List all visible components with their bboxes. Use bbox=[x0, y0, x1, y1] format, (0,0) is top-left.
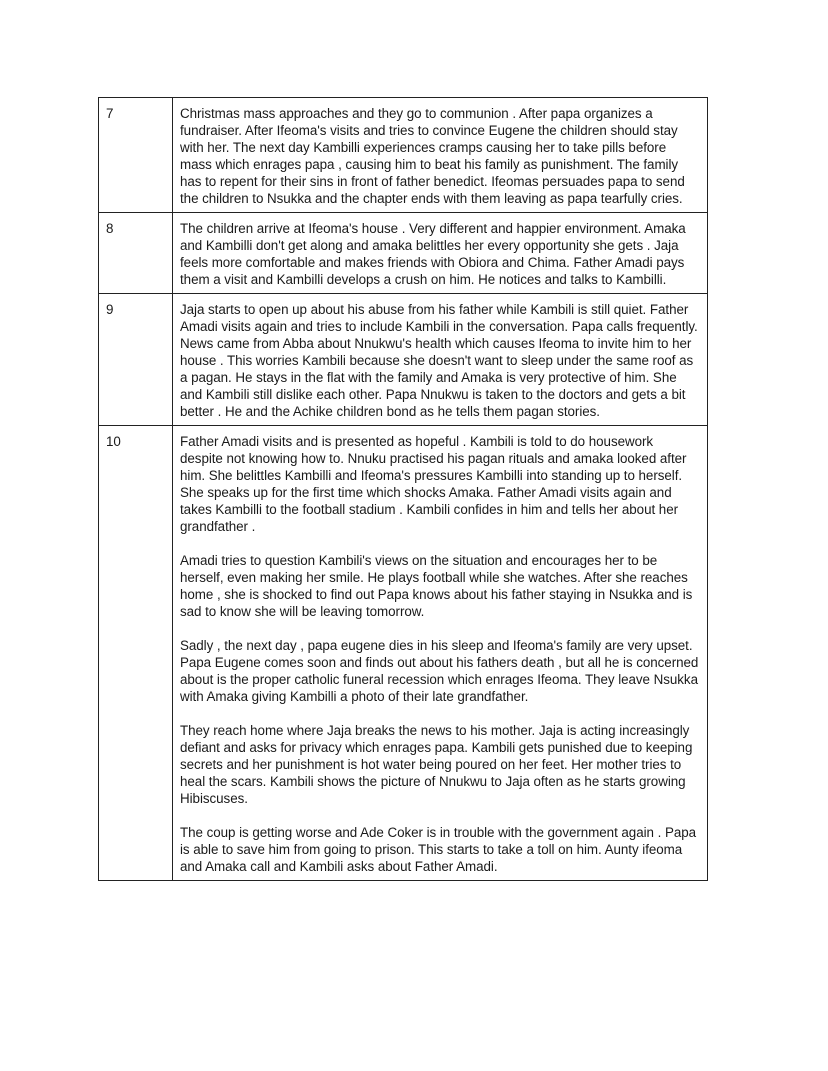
table-row bbox=[99, 426, 708, 881]
chapter-summary-cell bbox=[173, 426, 708, 881]
chapter-number-cell: 8 bbox=[99, 213, 173, 294]
chapter-summary-table bbox=[98, 97, 708, 881]
summary-paragraph: They reach home where Jaja breaks the news to his mother. Jaja is acting increasingly defiant and asks for privacy which enrages papa. Kambili gets punished due to keeping secrets and her punishment is hot water being poured on her feet. Her mother tries to heal the scars. Kambili shows the picture of Nnukwu to Jaja often as he starts growing Hibiscuses. bbox=[180, 723, 693, 806]
summary-paragraph: Amadi tries to question Kambili's views on the situation and encourages her to be herself, even making her smile. He plays football while she watches. After she reaches home , she is shocked to find out Papa knows about his father staying in Nsukka and is sad to know she will be leaving tomorrow. bbox=[180, 553, 693, 619]
chapter-number-cell: 9 bbox=[99, 294, 173, 426]
summary-paragraph: Father Amadi visits and is presented as hopeful . Kambili is told to do housework despite not knowing how to. Nnuku practised his pagan rituals and amaka looked after him. She belittles Kambilli and Ifeoma's pressures Kambilli into standing up to herself. She speaks up for the first time which shocks Amaka. Father Amadi visits again and takes Kambilli to the football stadium . Kambili confides in him and tells her about her grandfather . bbox=[180, 434, 687, 534]
chapter-summary-cell bbox=[173, 98, 708, 213]
table-row bbox=[99, 98, 708, 213]
summary-paragraph: Christmas mass approaches and they go to communion . After papa organizes a fundraiser. After Ifeoma's visits and tries to convince Eugene the children should stay with her. The next day Kambilli experiences cramps causing her to take pills before mass which enrages papa , causing him to beat his family as punishment. The family has to repent for their sins in front of father benedict. Ifeomas persuades papa to send the children to Nsukka and the chapter ends with them leaving as papa tearfully cries. bbox=[180, 106, 685, 206]
chapter-number-cell: 10 bbox=[99, 426, 173, 881]
table-row bbox=[99, 294, 708, 426]
summary-paragraph: Jaja starts to open up about his abuse from his father while Kambili is still quiet. Father Amadi visits again and tries to include Kambili in the conversation. Papa calls frequently. News came from Abba about Nnukwu's health which causes Ifeoma to invite him to her house . This worries Kambili because she doesn't want to sleep under the same roof as a pagan. He stays in the flat with the family and Amaka is very protective of him. She and Kambili still dislike each other. Papa Nnukwu is taken to the doctors and gets a bit better . He and the Achike children bond as he tells them pagan stories. bbox=[180, 302, 698, 419]
chapter-summary-cell bbox=[173, 213, 708, 294]
summary-paragraph: The children arrive at Ifeoma's house . Very different and happier environment. Amaka and Kambilli don't get along and amaka belittles her every opportunity she gets . Jaja feels more comfortable and makes friends with Obiora and Chima. Father Amadi pays them a visit and Kambilli develops a crush on him. He notices and talks to Kambilli. bbox=[180, 221, 686, 287]
chapter-summary-cell bbox=[173, 294, 708, 426]
summary-paragraph: The coup is getting worse and Ade Coker is in trouble with the government again . Papa is able to save him from going to prison. This starts to take a toll on him. Aunty ifeoma and Amaka call and Kambili asks about Father Amadi. bbox=[180, 825, 697, 874]
summary-paragraph: Sadly , the next day , papa eugene dies in his sleep and Ifeoma's family are very upset. Papa Eugene comes soon and finds out about his fathers death , but all he is concerned about is the proper catholic funeral recession which enrages Ifeoma. They leave Nsukka with Amaka giving Kambilli a photo of their late grandfather. bbox=[180, 638, 699, 704]
chapter-number-cell: 7 bbox=[99, 98, 173, 213]
table-row bbox=[99, 213, 708, 294]
